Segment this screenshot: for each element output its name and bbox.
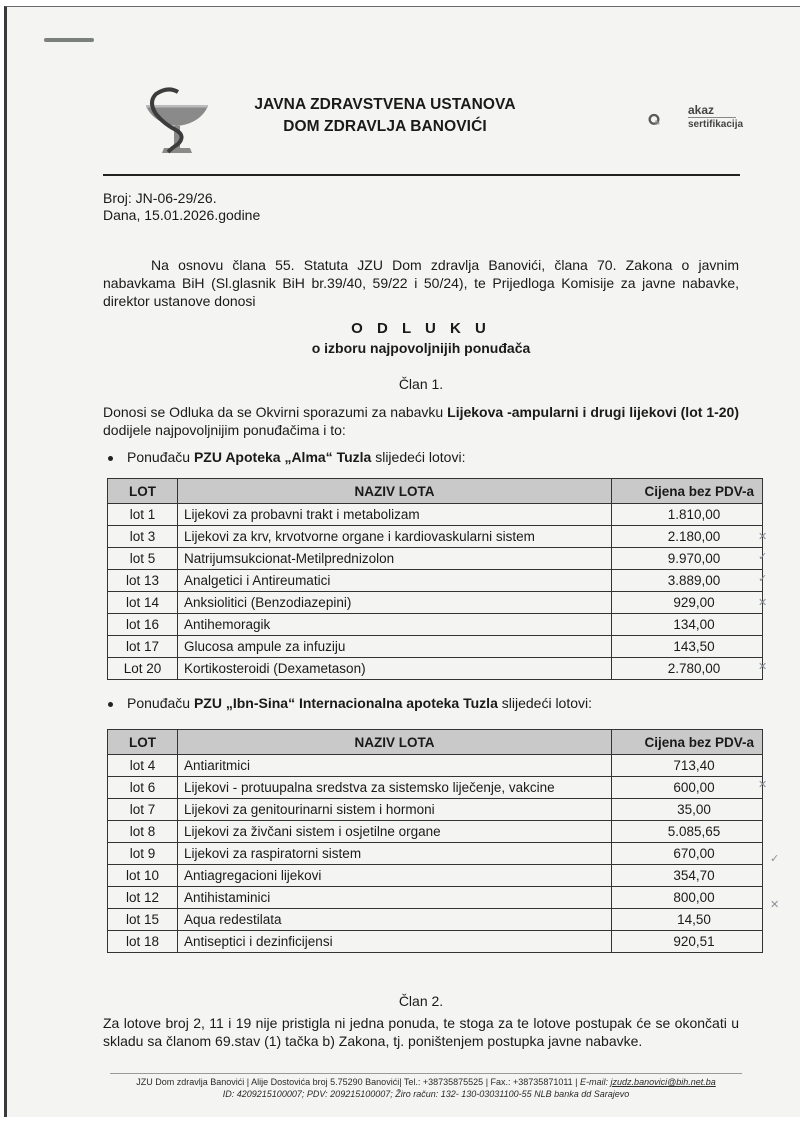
- decision-subtitle: o izboru najpovoljnijih ponuđača: [311, 340, 531, 356]
- column-header-lot: LOT: [108, 730, 178, 755]
- handwritten-tick-icon: ✕: [770, 899, 780, 911]
- table-row: lot 3 Lijekovi za krv, krvotvorne organe i kardiovaskularni sistem 2.180,00: [108, 526, 763, 548]
- table-row: lot 12 Antihistaminici 800,00: [108, 887, 763, 909]
- table-row: lot 18 Antiseptici i dezinficijensi 920,51: [108, 931, 763, 953]
- column-header-name: NAZIV LOTA: [178, 730, 612, 755]
- handwritten-tick-icon: ✕: [758, 597, 768, 609]
- document-number: Broj: JN-06-29/26.: [103, 190, 217, 206]
- email-link[interactable]: jzudz.banovici@bih.net.ba: [610, 1077, 716, 1087]
- column-header-price: Cijena bez PDV-a: [612, 730, 763, 755]
- footer-divider: [110, 1073, 742, 1074]
- column-header-price: Cijena bez PDV-a: [612, 479, 763, 504]
- handwritten-tick-icon: ✕: [758, 661, 768, 673]
- handwritten-tick-icon: ✓: [758, 573, 768, 585]
- table-row: lot 5 Natrijumsukcionat-Metilprednizolon 9.970,00: [108, 548, 763, 570]
- table-row: lot 8 Lijekovi za živčani sistem i osjetilne organe 5.085,65: [108, 821, 763, 843]
- article-2-heading: Član 2.: [398, 993, 444, 1009]
- staple-mark: [44, 38, 94, 42]
- akaz-certification-text: [688, 104, 743, 131]
- handwritten-tick-icon: ✓: [770, 853, 780, 865]
- article-1-text: Donosi se Odluka da se Okvirni sporazumi za nabavku Lijekova -ampularni i drugi lijekovi (lot 1-20) dodijele najpovoljnijim ponuđačima i to:: [103, 404, 739, 438]
- table-row: lot 9 Lijekovi za raspiratorni sistem 670,00: [108, 843, 763, 865]
- document-reference: [103, 190, 260, 224]
- table-row: lot 14 Anksiolitici (Benzodiazepini) 929,00: [108, 592, 763, 614]
- document-date: Dana, 15.01.2026.godine: [103, 207, 261, 223]
- decision-title: O D L U K U: [351, 320, 491, 337]
- institution-line2: DOM ZDRAVLJA BANOVIĆI: [283, 118, 487, 135]
- supplier-1-bullet: Ponuđaču PZU Apoteka „Alma“ Tuzla slijedeći lotovi:: [108, 448, 465, 466]
- table-row: lot 7 Lijekovi za genitourinarni sistem i hormoni 35,00: [108, 799, 763, 821]
- column-header-lot: LOT: [108, 479, 178, 504]
- institution-line1: JAVNA ZDRAVSTVENA USTANOVA: [254, 96, 516, 113]
- table-row: lot 10 Antiagregacioni lijekovi 354,70: [108, 865, 763, 887]
- footer-line2: ID: 4209215100007; PDV: 209215100007; Žiro račun: 132- 130-03031100-55 NLB banka dd Sarajevo: [222, 1089, 630, 1099]
- akaz-certification-logo-icon: [648, 100, 688, 140]
- column-header-name: NAZIV LOTA: [178, 479, 612, 504]
- bullet-icon: [108, 456, 113, 461]
- supplier-2-bullet: Ponuđaču PZU „Ibn-Sina“ Internacionalna apoteka Tuzla slijedeći lotovi:: [108, 694, 592, 712]
- table-row: lot 1 Lijekovi za probavni trakt i metabolizam 1.810,00: [108, 504, 763, 526]
- table-row: lot 13 Analgetici i Antireumatici 3.889,00: [108, 570, 763, 592]
- supplier-1-lots-table: [107, 478, 763, 680]
- article-2-text: Za lotove broj 2, 11 i 19 nije pristigla ni jedna ponuda, te stoga za te lotove postupak će se okončati u skladu sa članom 69.stav (1) tačka b) Zakona, tj. poništenjem postupka javne nabavke.: [103, 1015, 739, 1049]
- table-row: lot 15 Aqua redestilata 14,50: [108, 909, 763, 931]
- sertifikacija-label: sertifikacija: [688, 119, 744, 130]
- table-row: lot 17 Glucosa ampule za infuziju 143,50: [108, 636, 763, 658]
- handwritten-tick-icon: ✓: [758, 551, 768, 563]
- table-row: lot 4 Antiaritmici 713,40: [108, 755, 763, 777]
- supplier-2-lots-table: [107, 729, 763, 953]
- table-row: lot 16 Antihemoragik 134,00: [108, 614, 763, 636]
- bowl-of-hygieia-logo-icon: [142, 86, 212, 158]
- article-1-heading: Član 1.: [398, 376, 444, 392]
- supplier-1-name: PZU Apoteka „Alma“ Tuzla: [193, 449, 372, 465]
- table-row: Lot 20 Kortikosteroidi (Dexametason) 2.780,00: [108, 658, 763, 680]
- footer-line1: JZU Dom zdravlja Banovići | Alije Dostovića broj 5.75290 Banovići| Tel.: +38735875525 | Fax.: +38735871011 | E-mail: jzudz.banovici@bih.net.ba: [136, 1077, 716, 1087]
- handwritten-tick-icon: ✕: [758, 531, 768, 543]
- supplier-2-name: PZU „Ibn-Sina“ Internacionalna apoteka Tuzla: [193, 695, 498, 711]
- table-row: lot 6 Lijekovi - protuupalna sredstva za sistemsko liječenje, vakcine 600,00: [108, 777, 763, 799]
- akaz-label: akaz: [688, 103, 715, 117]
- header-divider: [103, 174, 740, 176]
- institution-name: [240, 94, 530, 138]
- bullet-icon: [108, 702, 113, 707]
- handwritten-tick-icon: ✕: [758, 779, 768, 791]
- intro-paragraph: Na osnovu člana 55. Statuta JZU Dom zdravlja Banovići, člana 70. Zakona o javnim nabavkama BiH (Sl.glasnik BiH br.39/40, 59/22 i 50/24), te Prijedloga Komisije za javne nabavke, direktor ustanove donosi: [103, 257, 739, 309]
